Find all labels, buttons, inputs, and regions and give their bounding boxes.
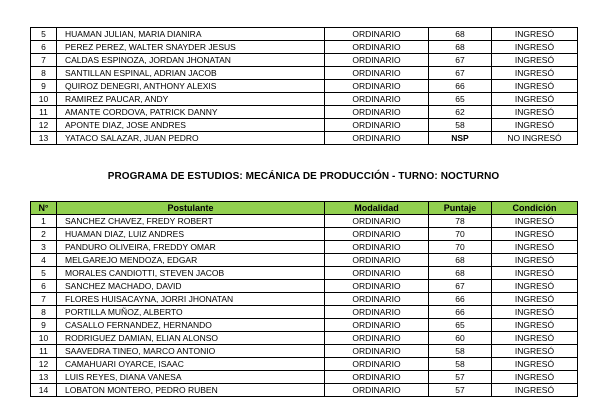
condition-cell: INGRESÓ [492,267,578,280]
condition-cell: INGRESÓ [492,332,578,345]
modality-cell: ORDINARIO [325,93,429,106]
modality-cell: ORDINARIO [325,306,429,319]
modality-cell: ORDINARIO [325,228,429,241]
modality-cell: ORDINARIO [325,267,429,280]
table-row [31,228,578,241]
score-cell: 66 [429,293,492,306]
row-number: 9 [31,80,57,93]
table-row [31,332,578,345]
condition-cell: INGRESÓ [492,215,578,228]
table-row [31,280,578,293]
table-header [31,202,578,215]
row-number: 5 [31,28,57,41]
applicant-name: PORTILLA MUÑOZ, ALBERTO [57,306,325,319]
applicant-name: HUAMAN JULIAN, MARIA DIANIRA [57,28,325,41]
score-cell: 68 [429,254,492,267]
applicant-name: CALDAS ESPINOZA, JORDAN JHONATAN [57,54,325,67]
row-number: 12 [31,119,57,132]
condition-cell: INGRESÓ [492,358,578,371]
modality-cell: ORDINARIO [325,54,429,67]
modality-cell: ORDINARIO [325,358,429,371]
condition-cell: NO INGRESÓ [492,132,578,145]
table-row [31,306,578,319]
applicant-name: HUAMAN DIAZ, LUIZ ANDRES [57,228,325,241]
row-number: 1 [31,215,57,228]
row-number: 4 [31,254,57,267]
header-condition: Condición [492,202,578,215]
row-number: 11 [31,345,57,358]
table-row [31,93,578,106]
table-row [31,106,578,119]
results-table-top [30,27,578,145]
condition-cell: INGRESÓ [492,254,578,267]
row-number: 14 [31,384,57,397]
table-row [31,67,578,80]
applicant-name: YATACO SALAZAR, JUAN PEDRO [57,132,325,145]
row-number: 5 [31,267,57,280]
row-number: 7 [31,54,57,67]
condition-cell: INGRESÓ [492,371,578,384]
modality-cell: ORDINARIO [325,319,429,332]
modality-cell: ORDINARIO [325,132,429,145]
table-row [31,132,578,145]
score-cell: 65 [429,319,492,332]
header-score: Puntaje [429,202,492,215]
header-modality: Modalidad [325,202,429,215]
condition-cell: INGRESÓ [492,280,578,293]
applicant-name: LOBATON MONTERO, PEDRO RUBEN [57,384,325,397]
condition-cell: INGRESÓ [492,319,578,332]
applicant-name: QUIROZ DENEGRI, ANTHONY ALEXIS [57,80,325,93]
table-row [31,345,578,358]
row-number: 3 [31,241,57,254]
condition-cell: INGRESÓ [492,306,578,319]
row-number: 6 [31,41,57,54]
score-cell: 70 [429,228,492,241]
score-cell: 62 [429,106,492,119]
row-number: 12 [31,358,57,371]
score-cell: 66 [429,306,492,319]
modality-cell: ORDINARIO [325,28,429,41]
score-cell: 68 [429,267,492,280]
applicant-name: APONTE DIAZ, JOSE ANDRES [57,119,325,132]
modality-cell: ORDINARIO [325,332,429,345]
score-cell: 58 [429,358,492,371]
score-cell: 67 [429,54,492,67]
row-number: 13 [31,371,57,384]
applicant-name: SANCHEZ CHAVEZ, FREDY ROBERT [57,215,325,228]
score-cell: 60 [429,332,492,345]
header-number: N° [31,202,57,215]
table-row [31,371,578,384]
applicant-name: RAMIREZ PAUCAR, ANDY [57,93,325,106]
condition-cell: INGRESÓ [492,106,578,119]
modality-cell: ORDINARIO [325,384,429,397]
table-row [31,119,578,132]
condition-cell: INGRESÓ [492,41,578,54]
modality-cell: ORDINARIO [325,215,429,228]
score-cell: 68 [429,41,492,54]
results-table-bottom [30,201,578,397]
score-cell: 57 [429,384,492,397]
modality-cell: ORDINARIO [325,67,429,80]
score-cell: 58 [429,345,492,358]
applicant-name: SANTILLAN ESPINAL, ADRIAN JACOB [57,67,325,80]
applicant-name: MORALES CANDIOTTI, STEVEN JACOB [57,267,325,280]
score-cell: 58 [429,119,492,132]
applicant-name: LUIS REYES, DIANA VANESA [57,371,325,384]
condition-cell: INGRESÓ [492,241,578,254]
row-number: 8 [31,306,57,319]
condition-cell: INGRESÓ [492,28,578,41]
score-cell: 57 [429,371,492,384]
applicant-name: PANDURO OLIVEIRA, FREDDY OMAR [57,241,325,254]
applicant-name: AMANTE CORDOVA, PATRICK DANNY [57,106,325,119]
table-row [31,215,578,228]
results-table-top-body [31,28,578,145]
score-cell: 68 [429,28,492,41]
applicant-name: PEREZ PEREZ, WALTER SNAYDER JESUS [57,41,325,54]
table-row [31,384,578,397]
modality-cell: ORDINARIO [325,241,429,254]
score-cell: 70 [429,241,492,254]
row-number: 2 [31,228,57,241]
table-row [31,319,578,332]
modality-cell: ORDINARIO [325,254,429,267]
table-row [31,293,578,306]
applicant-name: RODRIGUEZ DAMIAN, ELIAN ALONSO [57,332,325,345]
modality-cell: ORDINARIO [325,345,429,358]
applicant-name: MELGAREJO MENDOZA, EDGAR [57,254,325,267]
condition-cell: INGRESÓ [492,80,578,93]
modality-cell: ORDINARIO [325,80,429,93]
condition-cell: INGRESÓ [492,54,578,67]
score-cell: 67 [429,67,492,80]
score-cell: 65 [429,93,492,106]
score-cell: 67 [429,280,492,293]
score-cell: NSP [429,132,492,145]
row-number: 8 [31,67,57,80]
table-row [31,41,578,54]
table-row [31,80,578,93]
modality-cell: ORDINARIO [325,371,429,384]
row-number: 6 [31,280,57,293]
header-applicant: Postulante [57,202,325,215]
table-row [31,241,578,254]
row-number: 9 [31,319,57,332]
condition-cell: INGRESÓ [492,93,578,106]
row-number: 10 [31,93,57,106]
modality-cell: ORDINARIO [325,293,429,306]
row-number: 11 [31,106,57,119]
modality-cell: ORDINARIO [325,41,429,54]
condition-cell: INGRESÓ [492,345,578,358]
applicant-name: SAAVEDRA TINEO, MARCO ANTONIO [57,345,325,358]
applicant-name: CASALLO FERNANDEZ, HERNANDO [57,319,325,332]
table-row [31,358,578,371]
condition-cell: INGRESÓ [492,119,578,132]
section-title: PROGRAMA DE ESTUDIOS: MECÁNICA DE PRODUCCIÓN - TURNO: NOCTURNO [107,171,500,182]
table-row [31,267,578,280]
score-cell: 66 [429,80,492,93]
row-number: 7 [31,293,57,306]
table-row [31,254,578,267]
table-row [31,54,578,67]
row-number: 13 [31,132,57,145]
applicant-name: SANCHEZ MACHADO, DAVID [57,280,325,293]
applicant-name: CAMAHUARI OYARCE, ISAAC [57,358,325,371]
modality-cell: ORDINARIO [325,106,429,119]
score-cell: 78 [429,215,492,228]
condition-cell: INGRESÓ [492,384,578,397]
condition-cell: INGRESÓ [492,293,578,306]
modality-cell: ORDINARIO [325,119,429,132]
results-table-bottom-body [31,215,578,397]
table-row [31,28,578,41]
row-number: 10 [31,332,57,345]
condition-cell: INGRESÓ [492,67,578,80]
applicant-name: FLORES HUISACAYNA, JORRI JHONATAN [57,293,325,306]
modality-cell: ORDINARIO [325,280,429,293]
condition-cell: INGRESÓ [492,228,578,241]
header-row [31,202,578,215]
